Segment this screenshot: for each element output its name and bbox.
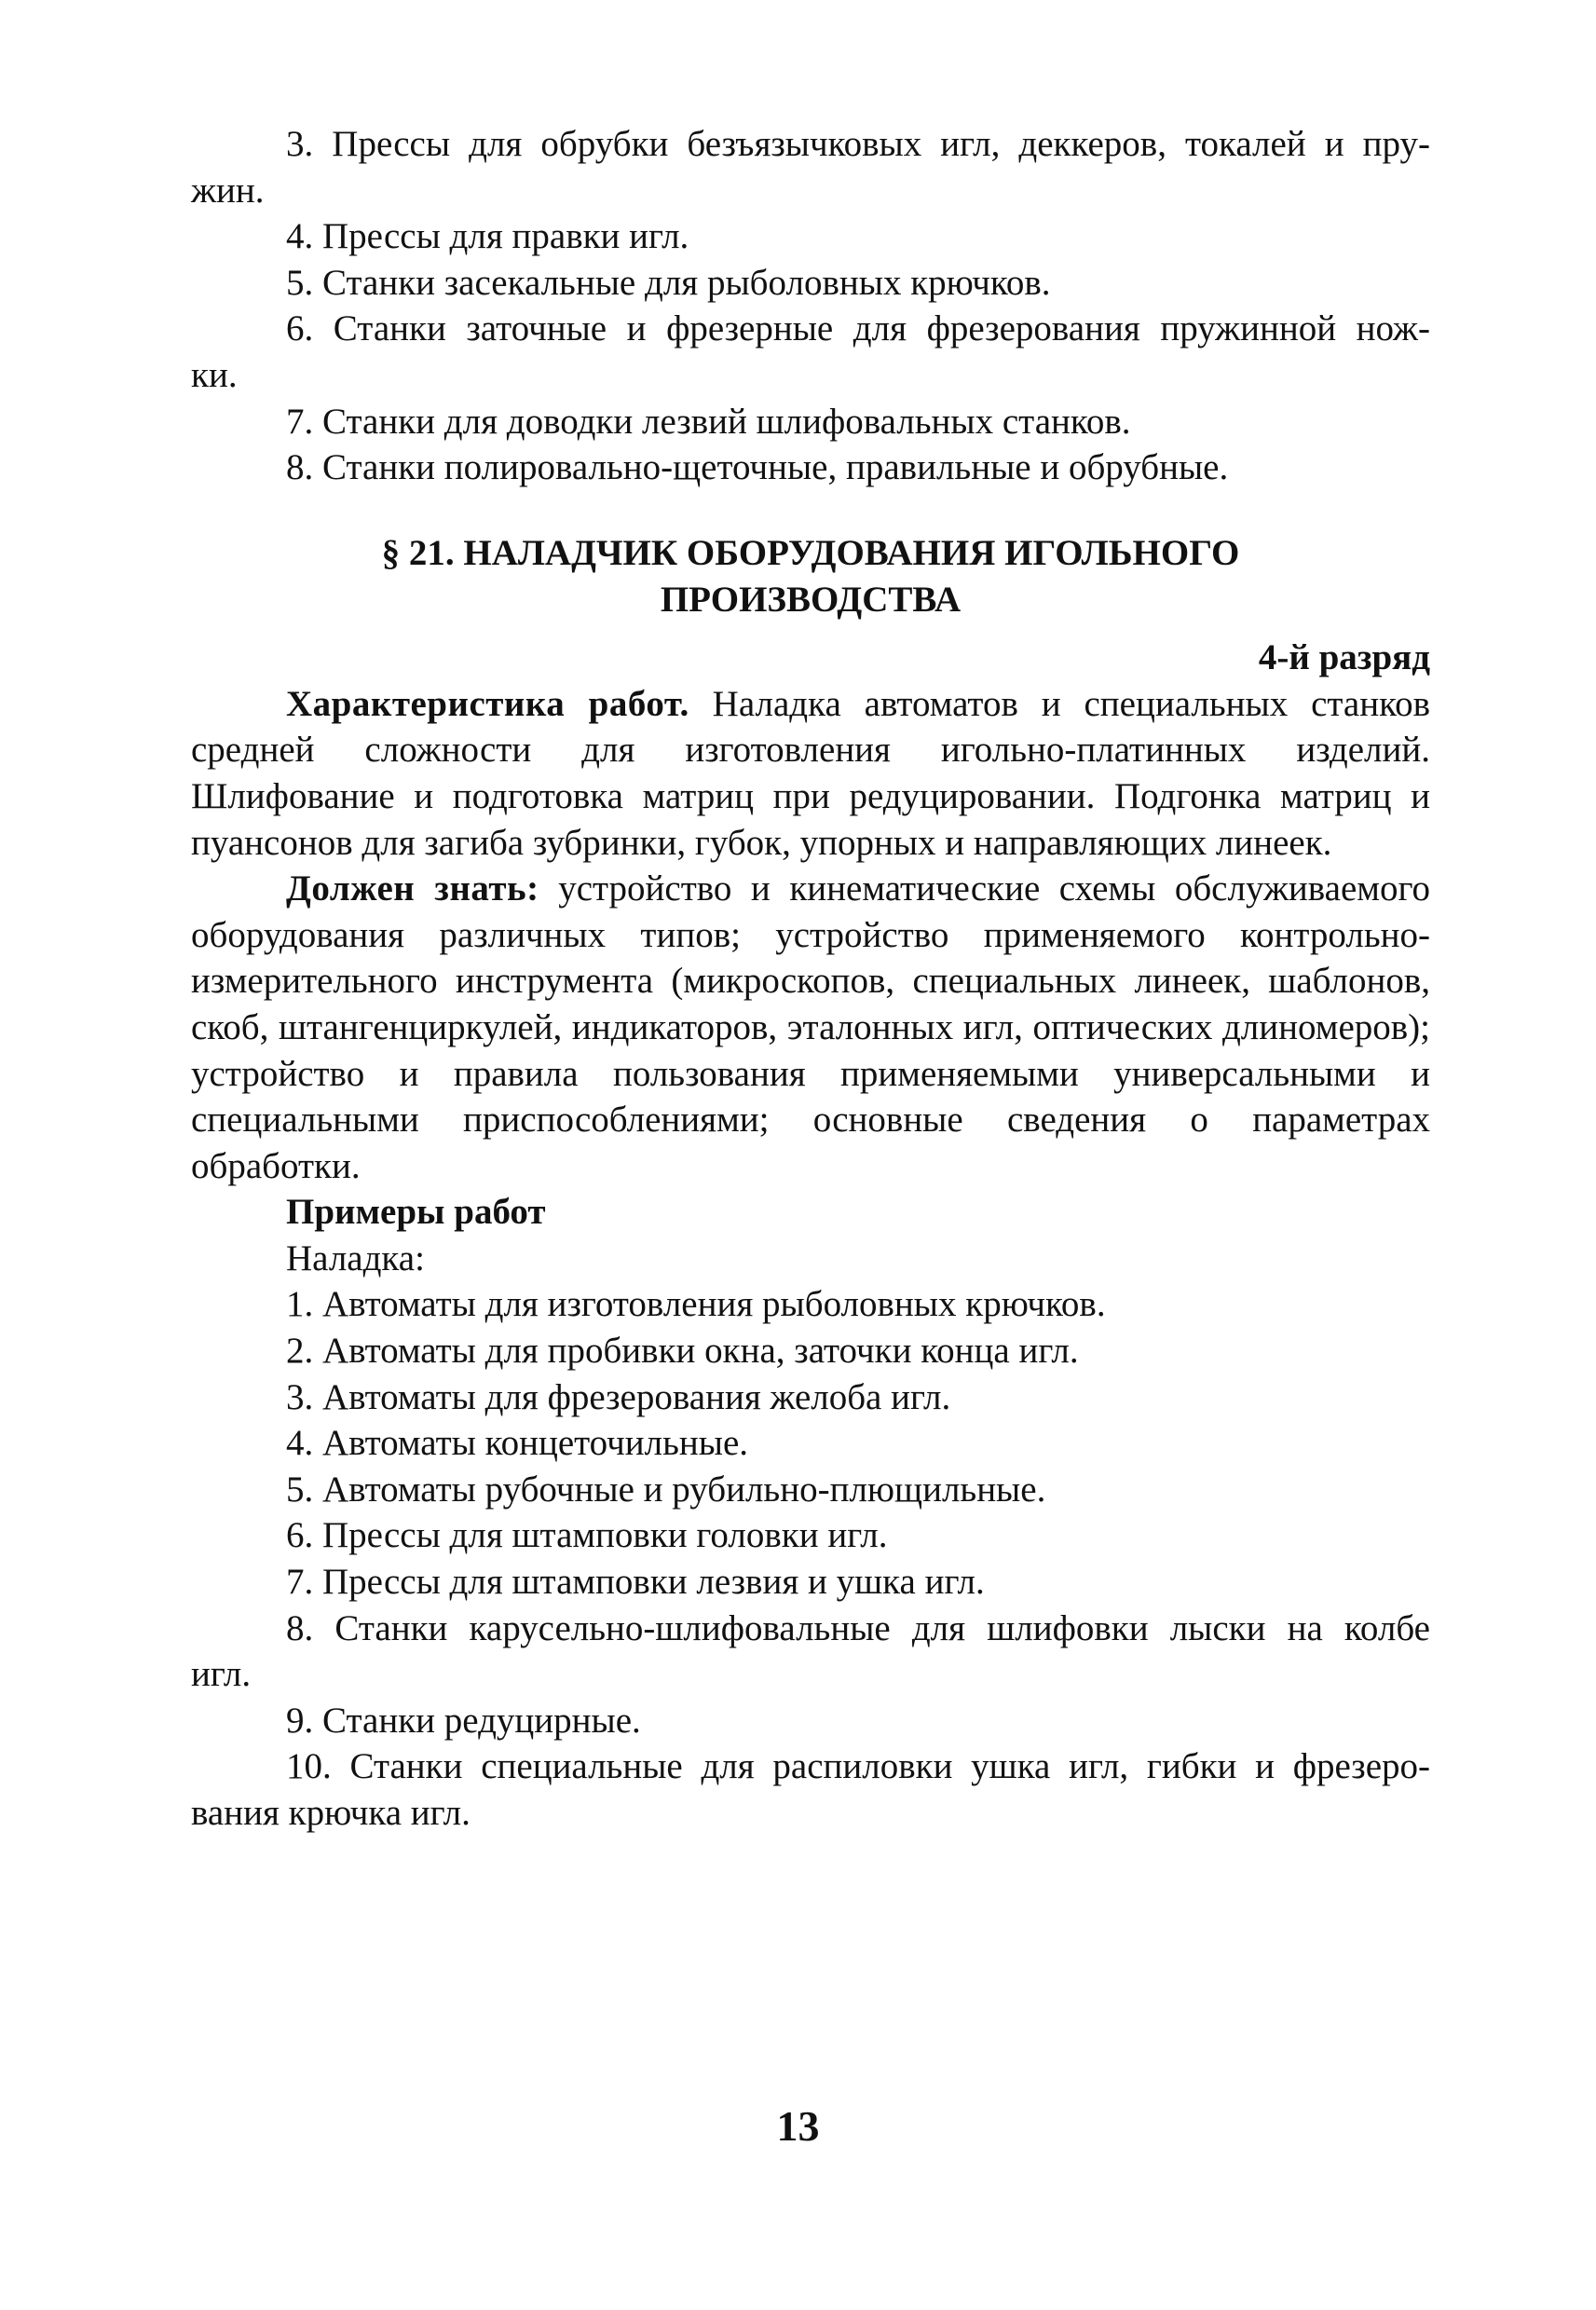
list-item-4: 4. Прессы для правки игл. <box>286 216 689 257</box>
examples-list <box>191 1281 1430 1836</box>
page-number: 13 <box>776 2102 820 2150</box>
knowledge-paragraph <box>191 866 1430 1189</box>
list-item-6-line1: 6. Станки заточные и фрезерные для фрезерования пружинной нож- <box>286 308 1430 349</box>
example-item: 6. Прессы для штамповки головки игл. <box>286 1515 888 1556</box>
example-item: 1. Автоматы для изготовления рыболовных крючков. <box>286 1284 1106 1325</box>
characteristics-text: Наладка автоматов и специальных станков средней сложности для изготовления игольно-платинных изделий. Шлифование и подготовка матриц при редуцировании. Подгонка матриц и пуансонов для загиба зубринки, губок, упорных и направляющих линеек. <box>191 683 1430 863</box>
knowledge-text: устройство и кинематические схемы обслуживаемого оборудования различных типов; устройство применяемого контрольно-измерительного инструмента (микроскопов, специальных линеек, шаблонов, скоб, штангенциркулей, индикаторов, эталонных игл, оптических длиномеров); устройство и правила пользования применяемыми универсальными и специальными приспособлениями; основные сведения о параметрах обработки. <box>191 868 1430 1186</box>
section-heading <box>191 530 1430 623</box>
example-item: 2. Автоматы для пробивки окна, заточки конца игл. <box>286 1331 1079 1372</box>
characteristics-label: Характеристика работ. <box>286 683 689 724</box>
setup-label: Наладка: <box>286 1237 425 1278</box>
list-item-5: 5. Станки засекальные для рыболовных крючков. <box>286 262 1051 303</box>
section-heading-line1: § 21. НАЛАДЧИК ОБОРУДОВАНИЯ ИГОЛЬНОГО <box>381 532 1240 573</box>
example-item: 7. Прессы для штамповки лезвия и ушка игл. <box>286 1562 985 1603</box>
example-item-8-line2: игл. <box>191 1654 252 1695</box>
list-item-6-line2: ки. <box>191 354 238 395</box>
example-item-10-line2: вания крючка игл. <box>191 1793 471 1833</box>
examples-heading: Примеры работ <box>286 1192 546 1233</box>
list-item-3-line1: 3. Прессы для обрубки безъязычковых игл, деккеров, токалей и пру- <box>286 124 1430 164</box>
example-item-9: 9. Станки редуцирные. <box>286 1700 641 1741</box>
knowledge-label: Должен знать: <box>286 868 539 909</box>
example-item: 5. Автоматы рубочные и рубильно-плющильные. <box>286 1469 1046 1510</box>
list-item-3-line2: жин. <box>191 170 265 211</box>
list-item-7: 7. Станки для доводки лезвий шлифовальных станков. <box>286 401 1131 442</box>
document-page <box>191 121 1430 1837</box>
section-heading-line2: ПРОИЗВОДСТВА <box>660 579 962 620</box>
example-item-10-line1: 10. Станки специальные для распиловки ушка игл, гибки и фрезеро- <box>286 1746 1430 1787</box>
example-item: 4. Автоматы концеточильные. <box>286 1423 749 1464</box>
example-item-8-line1: 8. Станки карусельно-шлифовальные для шлифовки лыски на колбе <box>286 1607 1430 1648</box>
list-item-8: 8. Станки полировально-щеточные, правильные и обрубные. <box>286 447 1229 488</box>
characteristics-paragraph <box>191 681 1430 866</box>
example-item: 3. Автоматы для фрезерования желоба игл. <box>286 1376 951 1417</box>
grade-label: 4-й разряд <box>1258 636 1430 677</box>
